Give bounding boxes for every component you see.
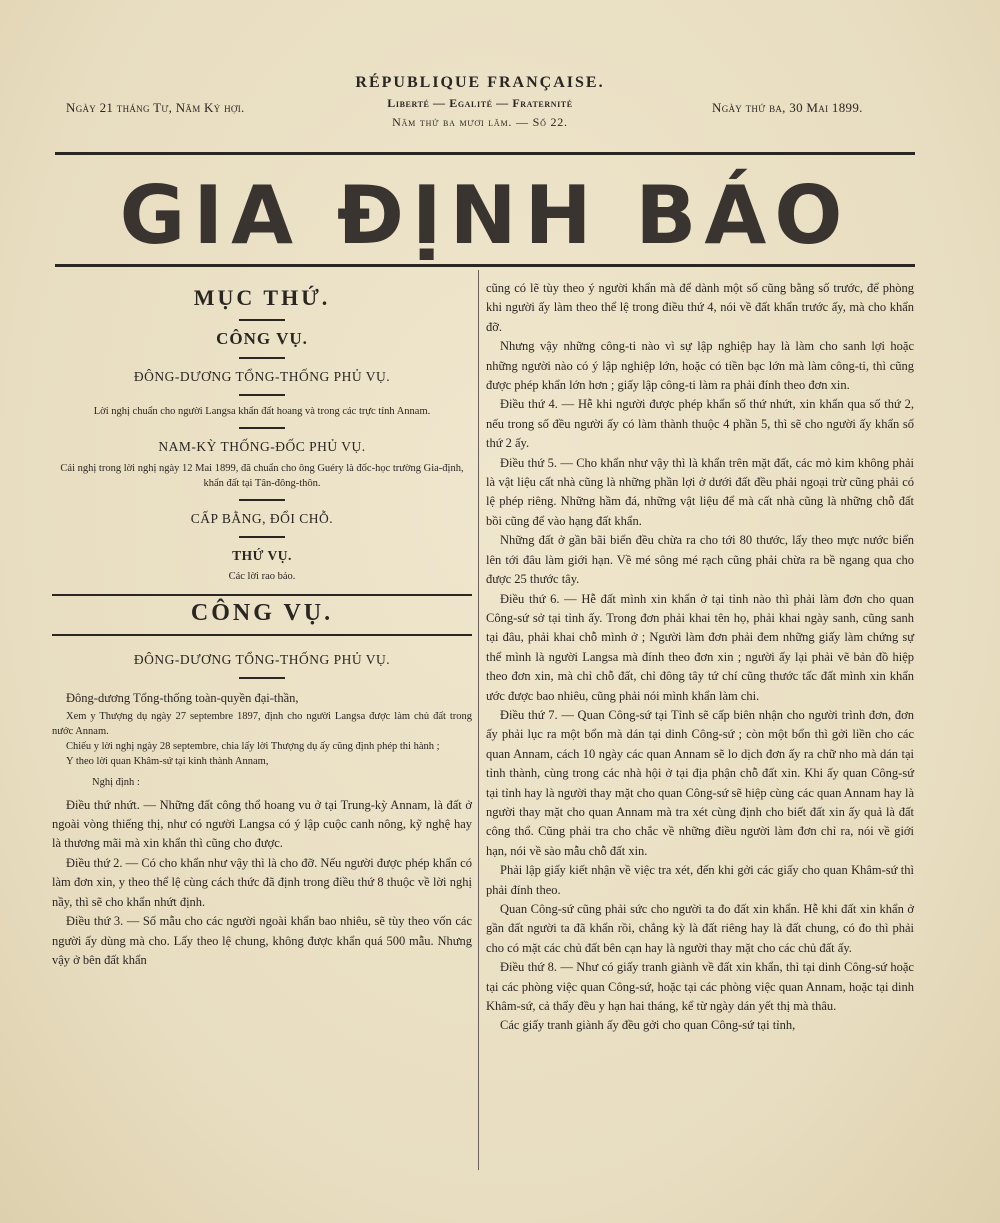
column-separator [478,270,479,1170]
contents-heading: MỤC THỨ. [193,285,331,310]
divider [239,319,285,321]
contents-thu-vu: THỨ VỤ. [232,548,292,564]
header-solar-date: Ngày thứ ba, 30 Mai 1899. [712,100,863,115]
masthead-top-rule [55,152,915,155]
article-1: Điều thứ nhứt. — Những đất công thổ hoang vu ở tại Trung-kỳ Annam, là đất ở ngoài vòng thiếng thị, như có người Langsa có ý lập cuộc canh nông, kỹ nghệ hay là thương mãi mà xin khẩn thì cũng cho được. [52,797,472,851]
recital-3: Y theo lời quan Khâm-sứ tại kinh thành Annam, [66,755,269,767]
recital-2: Chiếu y lời nghị ngày 28 septembre, chia lấy lời Thượng dụ ấy cũng định phép thi hành ; [66,740,440,752]
article-2: Điều thứ 2. — Có cho khẩn như vậy thì là cho đỡ. Nếu người được phép khẩn có làm đơn xin, y theo thể lệ cùng cách thức đã định trong điều thứ 8 thuộc về lời nghị nầy, thì sẽ cho khẩn nhứt định. [52,855,472,909]
section-rule [52,594,472,596]
contents-note-3: Các lời rao bảo. [228,571,296,583]
contents-dong-duong: ĐÔNG-DƯƠNG TỔNG-THỐNG PHỦ VỤ. [133,368,391,384]
article-8: Điều thứ 8. — Như có giấy tranh giành về đất xin khẩn, thì tại dinh Công-sứ hoặc tại các phòng việc quan Công-sứ, hoặc tại các phòng việc quan Annam, hoặc tại dinh Khâm-sứ, cả thẩy đều y hạn hai tháng, kể từ ngày dán yết thị mà thâu. [486,960,914,1014]
contents-cong-vu: CÔNG VỤ. [216,329,308,349]
paragraph: cũng có lẽ tùy theo ý người khẩn mà để dành một số cũng bằng số trước, để phòng khi người ấy làm theo thể lệ trong điều thứ 4, nói về đất khẩn trước ấy, mà cho khẩn đỡ. [486,281,914,334]
paragraph: Nhưng vậy những công-ti nào vì sự lập nghiệp hay là làm cho sanh lợi hoặc những người nào có ý lập nghiệp lớn, hoặc có tiền bạc lớn mà làm công-ti, thì cũng được phép khẩn lớn hơn ; giấy lập công-ti làm ra phải đính theo đơn xin. [486,339,914,393]
section-cong-vu: CÔNG VỤ. [190,600,334,627]
paragraph: Phải lập giấy kiết nhận về việc tra xét, đến khi gởi các giấy cho quan Khâm-sứ thì phải đính theo. [486,863,914,897]
divider [239,357,285,359]
left-column [52,282,472,970]
right-column [486,279,914,1036]
masthead-bottom-rule [55,264,915,267]
header-center [320,74,640,130]
divider [239,499,285,501]
divider [239,394,285,396]
paragraph: Các giấy tranh giành ấy đều gởi cho quan Công-sứ tại tỉnh, [500,1018,796,1033]
header-lunar-date: Ngày 21 tháng Tư, Năm Kỷ hợi. [66,100,245,115]
paragraph: Quan Công-sứ cũng phải sức cho người ta đo đất xin khẩn. Hễ khi đất xin khẩn ở gần đất người ta đã khẩn rồi, chẳng kỳ là đất riêng hay là đất chung, có đo thì phải cho có mặt các chủ đất bên cạn hay là người thay mặt cho các chủ đất ấy. [486,902,914,955]
republic-line: RÉPUBLIQUE FRANÇAISE. [355,74,605,91]
section-dong-duong: ĐÔNG-DƯƠNG TỔNG-THỐNG PHỦ VỤ. [133,651,391,667]
article-5: Điều thứ 5. — Cho khẩn như vậy thì là khẩn trên mặt đất, các mỏ kim không phải là vật liệu cất nhà cũng là những phần lợi ở dưới đất đều phải ngoại trừ cũng phải có lệ phép riêng. Những hầm đá, những vật liệu để mà cất nhà cũng là những chỗ đất bồi cũng để vào hạng đất khẩn. [486,455,914,528]
contents-note-2: Cải nghị trong lời nghị ngày 12 Mai 1899, đã chuẩn cho ông Guéry là đốc-học trường Gia-định, khẩn đất tại Tân-đông-thôn. [60,462,464,489]
contents-nam-ky: NAM-KỲ THỐNG-ĐỐC PHỦ VỤ. [158,439,366,455]
section-rule [52,634,472,636]
preamble: Đông-dương Tổng-thống toàn-quyền đại-thần, [66,691,299,706]
article-3: Điều thứ 3. — Số mẫu cho các người ngoài khẩn bao nhiêu, sẽ tùy theo vốn các người ấy dùng mà cho. Lấy theo lệ chung, không được khẩn quá 500 mẫu. Nhưng vậy ở bên đất khẩn [52,914,472,967]
divider [239,427,285,429]
article-4: Điều thứ 4. — Hễ khi người được phép khẩn số thứ nhứt, xin khẩn qua số thứ 2, nếu trong số đều người ấy có làm thành thuộc 4 phần 5, thì sẽ cho người ấy khẩn số thứ 2 ấy. [486,397,914,451]
contents-cap-bang: CẤP BẰNG, ĐỔI CHỖ. [190,510,334,526]
divider [239,536,285,538]
article-6: Điều thứ 6. — Hễ đất mình xin khẩn ở tại tỉnh nào thì phải làm đơn cho quan Công-sứ sở tại tỉnh ấy. Trong đơn phải khai tên họ, phải khai ngày sanh, cũng sanh tại đâu, phải khai chỗ mình ở ; Người làm đơn phải đem những giấy làm chứng sự thể mình là người Langsa mà đính theo đơn xin ; người ấy lại phải vẽ bản đồ hiệp theo đơn xin, mà chỉ chỗ đất, chỉ đông tây tứ chí cũng thước tấc đất mình xin khẩn ước được bao nhiêu, cũng phải nói mình khẩn làm chi. [486,591,914,703]
article-7: Điều thứ 7. — Quan Công-sứ tại Tỉnh sẽ cấp biên nhận cho người trình đơn, đơn ấy phải lục ra một bổn mà dán tại dinh Công-sứ ; còn một bổn thì gởi liền cho các quan Annam, cách 10 ngày các quan Annam sẽ lo dịch đơn ấy ra chữ nho mà dán tại tỉnh thành, cùng trong các nhà hội ở tại địa phận chỗ đất xin. Khi ấy quan Công-sứ tại tỉnh hay là người thay mặt cho quan Công-sứ sẽ hiệp cùng các quan Annam hay là người thay mặt cho quan Annam mà tra xét cùng định cho biết đất xin ấy quả là đất công thổ. Cũng phải tra cho chắc về những điều người làm đơn chỉ ra, nói về giới hạn, nói về sào mẫu chỗ đất xin. [486,707,914,858]
paragraph: Những đất ở gần bãi biển đều chừa ra cho tới 80 thước, lấy theo mực nước biển lên tới đâu làm giới hạn. Về mé sông mé rạch cũng phải chừa ra bề ngang qua cho được 25 thước tây. [486,533,914,587]
motto-line: Liberté — Egalité — Fraternité [387,96,573,110]
issue-line: Năm thứ ba mươi lăm. — Số 22. [392,115,568,129]
masthead-title: GIA ĐỊNH BÁO [119,169,851,262]
nghi-dinh: Nghị định : [92,776,140,788]
recital-1: Xem y Thượng dụ ngày 27 septembre 1897, định cho người Langsa được làm chủ đất trong nước Annam. [52,710,472,737]
divider [239,677,285,679]
contents-note-1: Lời nghị chuẩn cho người Langsa khẩn đất hoang và trong các trực tỉnh Annam. [93,406,431,418]
